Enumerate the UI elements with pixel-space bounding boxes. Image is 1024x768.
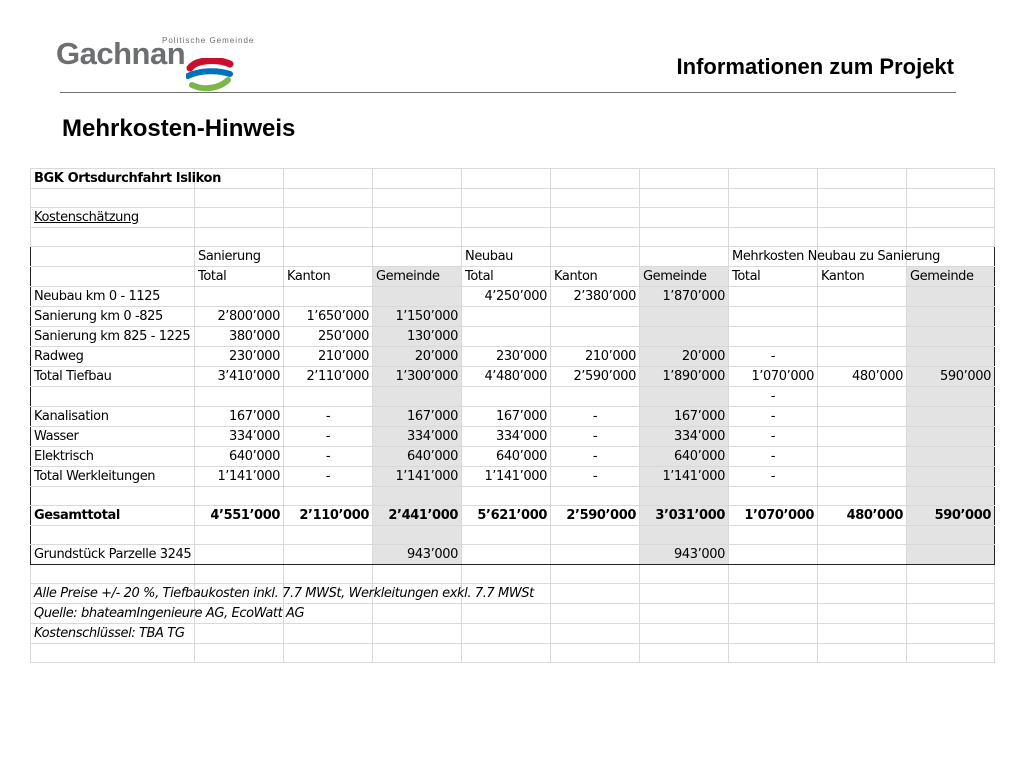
value-cell bbox=[907, 327, 995, 347]
table-row bbox=[31, 487, 995, 506]
empty-cell bbox=[640, 584, 729, 604]
empty-cell bbox=[31, 189, 195, 208]
value-cell: 1’150’000 bbox=[373, 307, 462, 327]
empty-cell bbox=[907, 208, 995, 228]
empty-cell bbox=[729, 644, 818, 663]
value-cell: - bbox=[729, 407, 818, 427]
value-cell bbox=[907, 447, 995, 467]
value-cell bbox=[907, 347, 995, 367]
value-cell bbox=[640, 487, 729, 506]
value-cell bbox=[284, 287, 373, 307]
value-cell bbox=[907, 526, 995, 545]
empty-cell bbox=[729, 565, 818, 584]
value-cell bbox=[640, 526, 729, 545]
table-row bbox=[31, 327, 995, 347]
value-cell: 640’000 bbox=[195, 447, 284, 467]
value-cell bbox=[195, 287, 284, 307]
value-cell bbox=[907, 387, 995, 407]
value-cell bbox=[284, 545, 373, 565]
value-cell: 1’870’000 bbox=[640, 287, 729, 307]
value-cell: 640’000 bbox=[373, 447, 462, 467]
empty-cell bbox=[818, 169, 907, 189]
empty-cell bbox=[729, 604, 818, 624]
column-header: Total bbox=[195, 267, 284, 287]
empty-cell bbox=[907, 189, 995, 208]
value-cell: 2’110’000 bbox=[284, 506, 373, 526]
sheet-title-row-text: BGK Ortsdurchfahrt Islikon bbox=[31, 169, 195, 189]
row-label: Kanalisation bbox=[31, 407, 195, 427]
empty-cell bbox=[818, 624, 907, 644]
value-cell: 1’141’000 bbox=[640, 467, 729, 487]
value-cell bbox=[462, 526, 551, 545]
empty-cell bbox=[195, 189, 284, 208]
value-cell: 334’000 bbox=[462, 427, 551, 447]
empty-cell bbox=[640, 624, 729, 644]
empty-cell bbox=[462, 604, 551, 624]
value-cell bbox=[373, 526, 462, 545]
empty-cell bbox=[284, 565, 373, 584]
value-cell bbox=[818, 347, 907, 367]
empty-cell bbox=[907, 228, 995, 247]
note-row-text: Alle Preise +/- 20 %, Tiefbaukosten inkl. 7.7 MWSt, Werkleitungen exkl. 7.7 MWSt bbox=[31, 584, 195, 604]
value-cell bbox=[818, 327, 907, 347]
value-cell bbox=[462, 545, 551, 565]
value-cell: 2’110’000 bbox=[284, 367, 373, 387]
column-header: Gemeinde bbox=[373, 267, 462, 287]
header-divider bbox=[60, 92, 956, 93]
empty-cell bbox=[462, 624, 551, 644]
value-cell: 1’141’000 bbox=[462, 467, 551, 487]
empty-cell bbox=[195, 644, 284, 663]
value-cell: - bbox=[551, 467, 640, 487]
empty-cell bbox=[907, 624, 995, 644]
value-cell bbox=[462, 387, 551, 407]
value-cell: 590’000 bbox=[907, 367, 995, 387]
column-header: Total bbox=[462, 267, 551, 287]
empty-cell bbox=[640, 604, 729, 624]
table-row bbox=[31, 506, 995, 526]
value-cell: 480’000 bbox=[818, 506, 907, 526]
value-cell: 2’800’000 bbox=[195, 307, 284, 327]
value-cell: - bbox=[729, 347, 818, 367]
empty-cell bbox=[195, 208, 284, 228]
value-cell bbox=[818, 545, 907, 565]
blank-row bbox=[31, 228, 995, 247]
value-cell bbox=[195, 526, 284, 545]
empty-cell bbox=[284, 247, 373, 267]
value-cell bbox=[195, 387, 284, 407]
value-cell: - bbox=[729, 427, 818, 447]
table-row bbox=[31, 467, 995, 487]
empty-cell bbox=[551, 584, 640, 604]
empty-cell bbox=[373, 228, 462, 247]
subtitle-text: Kostenschätzung bbox=[34, 210, 139, 225]
empty-cell bbox=[284, 169, 373, 189]
value-cell bbox=[551, 545, 640, 565]
value-cell: 943’000 bbox=[640, 545, 729, 565]
empty-cell bbox=[373, 169, 462, 189]
value-cell: 1’890’000 bbox=[640, 367, 729, 387]
value-cell: - bbox=[284, 407, 373, 427]
value-cell bbox=[551, 387, 640, 407]
value-cell: - bbox=[729, 387, 818, 407]
group-header: Mehrkosten Neubau zu Sanierung bbox=[729, 247, 818, 267]
value-cell bbox=[729, 487, 818, 506]
value-cell bbox=[729, 287, 818, 307]
value-cell bbox=[818, 407, 907, 427]
value-cell: - bbox=[551, 427, 640, 447]
note-row-text: Kostenschlüssel: TBA TG bbox=[31, 624, 195, 644]
note-row bbox=[31, 604, 995, 624]
table-row bbox=[31, 447, 995, 467]
empty-cell bbox=[640, 208, 729, 228]
value-cell bbox=[907, 467, 995, 487]
group-header-row bbox=[31, 247, 995, 267]
column-header: Gemeinde bbox=[907, 267, 995, 287]
gachnang-logo bbox=[56, 30, 255, 94]
value-cell bbox=[907, 287, 995, 307]
table-row bbox=[31, 407, 995, 427]
value-cell: 1’141’000 bbox=[195, 467, 284, 487]
header-title: Informationen zum Projekt bbox=[676, 54, 954, 79]
value-cell: 590’000 bbox=[907, 506, 995, 526]
value-cell: 1’070’000 bbox=[729, 367, 818, 387]
empty-cell bbox=[640, 228, 729, 247]
value-cell: 334’000 bbox=[195, 427, 284, 447]
empty-cell bbox=[640, 565, 729, 584]
empty-cell bbox=[284, 208, 373, 228]
value-cell bbox=[907, 487, 995, 506]
value-cell bbox=[818, 287, 907, 307]
sheet-subtitle-row bbox=[31, 208, 995, 228]
value-cell: 167’000 bbox=[195, 407, 284, 427]
value-cell bbox=[640, 387, 729, 407]
value-cell: 5’621’000 bbox=[462, 506, 551, 526]
cost-spreadsheet bbox=[30, 168, 994, 663]
value-cell bbox=[284, 387, 373, 407]
value-cell bbox=[195, 487, 284, 506]
value-cell bbox=[818, 467, 907, 487]
value-cell: 210’000 bbox=[284, 347, 373, 367]
empty-cell bbox=[640, 169, 729, 189]
value-cell: 4’551’000 bbox=[195, 506, 284, 526]
logo-wordmark: Gachnan bbox=[56, 36, 186, 71]
table-row bbox=[31, 526, 995, 545]
table-row bbox=[31, 347, 995, 367]
value-cell: - bbox=[284, 427, 373, 447]
header-corner-cell bbox=[31, 247, 195, 267]
column-header: Kanton bbox=[284, 267, 373, 287]
value-cell bbox=[907, 407, 995, 427]
note-row bbox=[31, 624, 995, 644]
value-cell bbox=[551, 327, 640, 347]
row-label bbox=[31, 526, 195, 545]
empty-cell bbox=[284, 624, 373, 644]
value-cell bbox=[640, 307, 729, 327]
empty-cell bbox=[907, 169, 995, 189]
row-label: Elektrisch bbox=[31, 447, 195, 467]
row-label: Sanierung km 0 -825 bbox=[31, 307, 195, 327]
table-row bbox=[31, 387, 995, 407]
empty-cell bbox=[551, 565, 640, 584]
empty-cell bbox=[31, 565, 195, 584]
value-cell bbox=[818, 526, 907, 545]
empty-cell bbox=[31, 644, 195, 663]
empty-cell bbox=[551, 228, 640, 247]
empty-cell bbox=[729, 169, 818, 189]
value-cell: 20’000 bbox=[373, 347, 462, 367]
value-cell: 4’250’000 bbox=[462, 287, 551, 307]
value-cell: 4’480’000 bbox=[462, 367, 551, 387]
empty-cell bbox=[462, 169, 551, 189]
row-label: Wasser bbox=[31, 427, 195, 447]
value-cell: 250’000 bbox=[284, 327, 373, 347]
value-cell: 640’000 bbox=[462, 447, 551, 467]
row-label: Gesamttotal bbox=[31, 506, 195, 526]
empty-cell bbox=[284, 189, 373, 208]
value-cell: - bbox=[551, 447, 640, 467]
value-cell bbox=[462, 487, 551, 506]
empty-cell bbox=[373, 604, 462, 624]
value-cell: 1’650’000 bbox=[284, 307, 373, 327]
empty-cell bbox=[551, 247, 640, 267]
empty-cell bbox=[31, 228, 195, 247]
value-cell bbox=[551, 307, 640, 327]
empty-cell bbox=[284, 228, 373, 247]
note-row-text: Quelle: bhateamIngenieure AG, EcoWatt AG bbox=[31, 604, 195, 624]
empty-cell bbox=[373, 624, 462, 644]
logo-g-swoosh-icon bbox=[186, 58, 234, 92]
value-cell bbox=[907, 545, 995, 565]
value-cell bbox=[907, 427, 995, 447]
value-cell: 640’000 bbox=[640, 447, 729, 467]
empty-cell bbox=[640, 644, 729, 663]
value-cell: 210’000 bbox=[551, 347, 640, 367]
empty-cell bbox=[462, 228, 551, 247]
empty-cell bbox=[729, 228, 818, 247]
empty-cell bbox=[640, 189, 729, 208]
empty-cell bbox=[195, 565, 284, 584]
empty-cell bbox=[462, 189, 551, 208]
value-cell bbox=[818, 387, 907, 407]
empty-cell bbox=[373, 189, 462, 208]
value-cell: - bbox=[284, 447, 373, 467]
value-cell bbox=[907, 307, 995, 327]
value-cell: 1’300’000 bbox=[373, 367, 462, 387]
empty-cell bbox=[462, 208, 551, 228]
empty-cell bbox=[373, 565, 462, 584]
empty-cell bbox=[551, 189, 640, 208]
empty-cell bbox=[195, 228, 284, 247]
column-header: Gemeinde bbox=[640, 267, 729, 287]
empty-cell bbox=[907, 644, 995, 663]
blank-row bbox=[31, 565, 995, 584]
group-header: Neubau bbox=[462, 247, 551, 267]
value-cell bbox=[729, 307, 818, 327]
value-cell bbox=[195, 545, 284, 565]
empty-cell bbox=[729, 624, 818, 644]
value-cell bbox=[462, 307, 551, 327]
value-cell: 943’000 bbox=[373, 545, 462, 565]
column-header: Total bbox=[729, 267, 818, 287]
row-label: Grundstück Parzelle 3245 bbox=[31, 545, 195, 565]
table-row bbox=[31, 545, 995, 565]
cost-table bbox=[30, 168, 995, 663]
empty-cell bbox=[551, 604, 640, 624]
value-cell bbox=[462, 327, 551, 347]
column-header: Kanton bbox=[818, 267, 907, 287]
column-header-row bbox=[31, 267, 995, 287]
value-cell bbox=[284, 487, 373, 506]
row-label: Neubau km 0 - 1125 bbox=[31, 287, 195, 307]
value-cell: - bbox=[284, 467, 373, 487]
value-cell: 167’000 bbox=[640, 407, 729, 427]
value-cell: - bbox=[551, 407, 640, 427]
value-cell: 2’380’000 bbox=[551, 287, 640, 307]
empty-cell bbox=[818, 565, 907, 584]
empty-cell bbox=[818, 604, 907, 624]
value-cell bbox=[818, 307, 907, 327]
empty-cell bbox=[373, 644, 462, 663]
value-cell bbox=[729, 327, 818, 347]
blank-row bbox=[31, 644, 995, 663]
value-cell bbox=[640, 327, 729, 347]
empty-cell bbox=[551, 169, 640, 189]
value-cell: 167’000 bbox=[373, 407, 462, 427]
value-cell: - bbox=[729, 447, 818, 467]
empty-cell bbox=[907, 604, 995, 624]
table-row bbox=[31, 427, 995, 447]
header-label-cell bbox=[31, 267, 195, 287]
row-label: Radweg bbox=[31, 347, 195, 367]
group-header: Sanierung bbox=[195, 247, 284, 267]
value-cell: 334’000 bbox=[640, 427, 729, 447]
value-cell bbox=[551, 526, 640, 545]
value-cell: 2’590’000 bbox=[551, 367, 640, 387]
empty-cell bbox=[640, 247, 729, 267]
value-cell bbox=[818, 427, 907, 447]
value-cell bbox=[373, 487, 462, 506]
value-cell: - bbox=[729, 467, 818, 487]
column-header: Kanton bbox=[551, 267, 640, 287]
table-row bbox=[31, 287, 995, 307]
empty-cell bbox=[462, 565, 551, 584]
empty-cell bbox=[818, 189, 907, 208]
page-title: Mehrkosten-Hinweis bbox=[62, 115, 296, 142]
empty-cell bbox=[373, 247, 462, 267]
value-cell: 1’141’000 bbox=[373, 467, 462, 487]
value-cell bbox=[729, 545, 818, 565]
blank-row bbox=[31, 189, 995, 208]
empty-cell bbox=[729, 584, 818, 604]
empty-cell bbox=[818, 584, 907, 604]
row-label: Total Werkleitungen bbox=[31, 467, 195, 487]
value-cell: 2’441’000 bbox=[373, 506, 462, 526]
value-cell bbox=[373, 387, 462, 407]
value-cell: 130’000 bbox=[373, 327, 462, 347]
row-label bbox=[31, 487, 195, 506]
value-cell: 334’000 bbox=[373, 427, 462, 447]
sheet-subtitle-row-text bbox=[31, 208, 195, 228]
note-row bbox=[31, 584, 995, 604]
value-cell: 380’000 bbox=[195, 327, 284, 347]
table-row bbox=[31, 367, 995, 387]
empty-cell bbox=[373, 208, 462, 228]
value-cell: 2’590’000 bbox=[551, 506, 640, 526]
row-label: Total Tiefbau bbox=[31, 367, 195, 387]
row-label: Sanierung km 825 - 1225 bbox=[31, 327, 195, 347]
empty-cell bbox=[284, 644, 373, 663]
value-cell bbox=[373, 287, 462, 307]
empty-cell bbox=[818, 228, 907, 247]
table-row bbox=[31, 307, 995, 327]
value-cell: 3’410’000 bbox=[195, 367, 284, 387]
empty-cell bbox=[818, 208, 907, 228]
empty-cell bbox=[551, 624, 640, 644]
value-cell bbox=[818, 447, 907, 467]
value-cell: 167’000 bbox=[462, 407, 551, 427]
empty-cell bbox=[195, 624, 284, 644]
value-cell: 480’000 bbox=[818, 367, 907, 387]
value-cell: 230’000 bbox=[462, 347, 551, 367]
empty-cell bbox=[907, 565, 995, 584]
value-cell bbox=[551, 487, 640, 506]
empty-cell bbox=[729, 208, 818, 228]
value-cell bbox=[729, 526, 818, 545]
value-cell: 20’000 bbox=[640, 347, 729, 367]
logo-subtitle: Politische Gemeinde bbox=[162, 36, 255, 45]
empty-cell bbox=[907, 584, 995, 604]
empty-cell bbox=[551, 208, 640, 228]
row-label bbox=[31, 387, 195, 407]
empty-cell bbox=[729, 189, 818, 208]
value-cell: 3’031’000 bbox=[640, 506, 729, 526]
sheet-title-row bbox=[31, 169, 995, 189]
empty-cell bbox=[818, 644, 907, 663]
empty-cell bbox=[462, 644, 551, 663]
value-cell: 230’000 bbox=[195, 347, 284, 367]
empty-cell bbox=[551, 644, 640, 663]
value-cell: 1’070’000 bbox=[729, 506, 818, 526]
value-cell bbox=[284, 526, 373, 545]
value-cell bbox=[818, 487, 907, 506]
